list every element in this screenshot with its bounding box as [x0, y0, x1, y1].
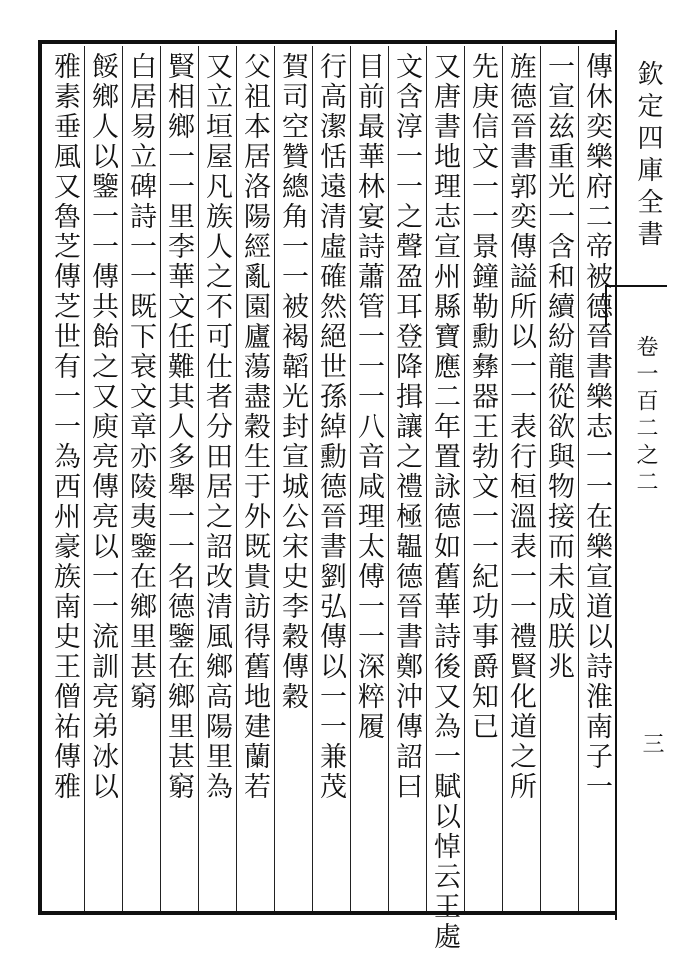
column-text: 白居易立碑詩一一既下衰文章亦陵夷鑒在鄉里甚窮 [125, 52, 156, 712]
column-rule [274, 46, 275, 911]
column-text: 先庚信文一一景鐘勒勳彝器王勃文一一紀功事爵知已 [467, 52, 498, 742]
column-text: 父祖本居洛陽經亂園廬蕩盡穀生于外既貴訪得舊地建蘭若 [239, 52, 270, 802]
text-column [162, 52, 195, 802]
column-rule [236, 46, 237, 911]
text-column [504, 52, 537, 802]
column-text: 旌德晉書郭奕傳謚所以一一表行桓溫表一一禮賢化道之所 [505, 52, 536, 802]
column-rule [84, 46, 85, 911]
text-column [200, 52, 233, 802]
column-text: 一宣兹重光一含和續紛龍從欲與物接而未成朕兆 [543, 52, 574, 682]
column-rule [540, 46, 541, 911]
column-rule [122, 46, 123, 911]
text-column [314, 52, 347, 802]
text-column [86, 52, 119, 802]
volume-label: 卷一百二之二 [633, 335, 658, 497]
column-text: 餒鄉人以鑒一一傳共飴之又庾亮傳亮以一一流訓亮弟冰以 [87, 52, 118, 802]
column-rule [464, 46, 465, 911]
text-column [390, 52, 423, 802]
text-column [352, 52, 385, 742]
column-rule [388, 46, 389, 911]
column-rule [350, 46, 351, 911]
column-text: 文含淳一一之聲盈耳登降揖讓之禮極韞德晉書鄭沖傳詔曰 [391, 52, 422, 802]
text-column [542, 52, 575, 682]
column-rule [312, 46, 313, 911]
page-number: 三 [639, 732, 664, 754]
column-text: 雅素垂風又魯芝傳芝世有一一為西州豪族南史王僧祐傳雅 [49, 52, 80, 802]
column-rule [160, 46, 161, 911]
column-rule [578, 46, 579, 911]
column-text: 又立垣屋凡族人之不可仕者分田居之詔改清風鄉高陽里為 [201, 52, 232, 802]
text-column [428, 52, 461, 952]
text-column [580, 52, 613, 802]
column-text: 行高潔恬遠清虛確然絕世孫綽勳德晉書劉弘傳以一一兼茂 [315, 52, 346, 802]
book-title: 欽定四庫全書 [633, 60, 663, 252]
column-rule [198, 46, 199, 911]
text-column [276, 52, 309, 712]
text-column [238, 52, 271, 802]
column-rule [502, 46, 503, 911]
column-text: 傳休奕樂府二帝被德晉書樂志一一在樂宣道以詩淮南子一 [581, 52, 612, 802]
text-column [48, 52, 81, 802]
text-column [124, 52, 157, 712]
column-text: 又唐書地理志宣州縣寶應二年置詠德如舊華詩後又為一賦以悼云王處 [429, 52, 460, 952]
text-column [466, 52, 499, 742]
column-text: 目前最華林宴詩蕭管一一一八音咸理太傅一一深粹履 [353, 52, 384, 742]
column-rule [426, 46, 427, 911]
column-text: 賢相鄉一一里李華文任難其人多舉一一名德鑒在鄉里甚窮 [163, 52, 194, 802]
column-text: 賀司空贊總角一一被褐韜光封宣城公宋史李穀傳穀 [277, 52, 308, 712]
